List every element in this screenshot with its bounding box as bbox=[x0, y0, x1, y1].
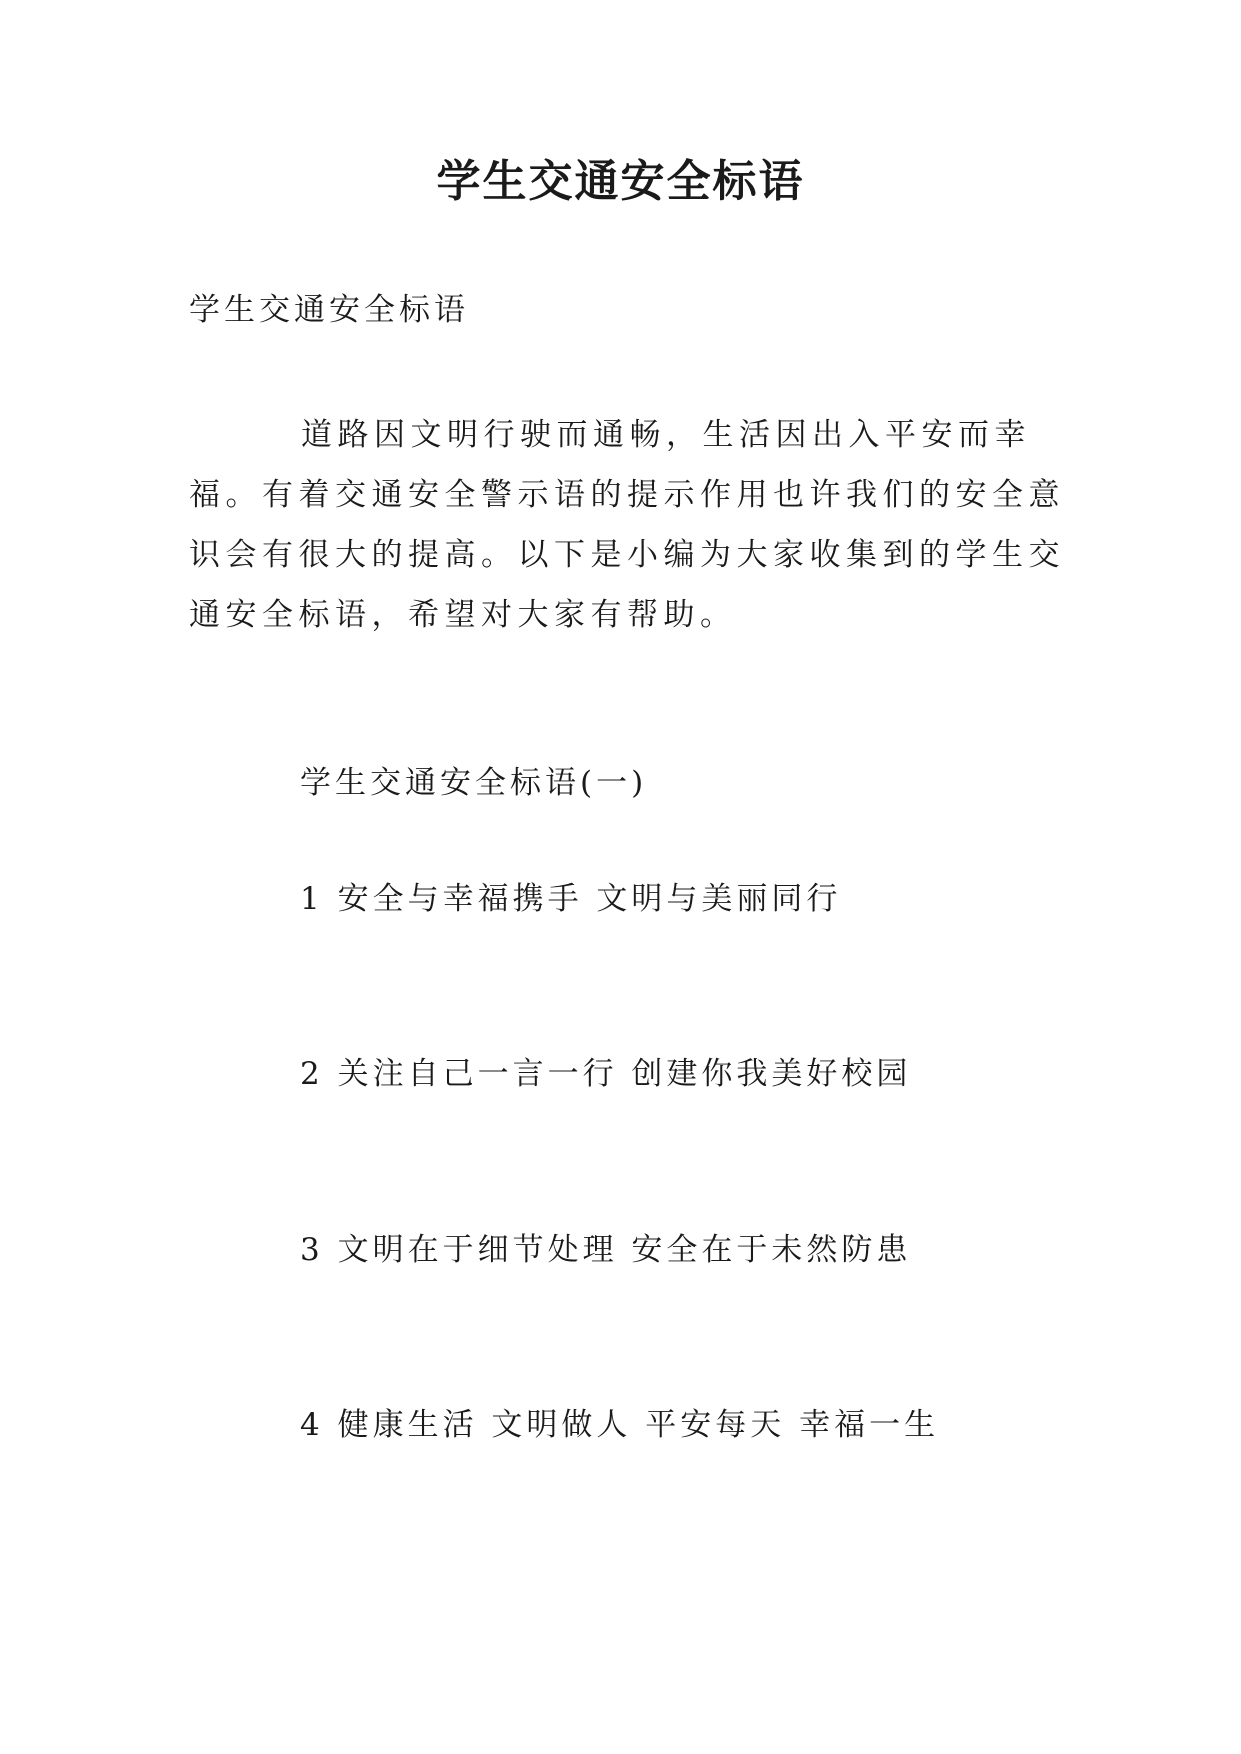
document-title: 学生交通安全标语 bbox=[436, 156, 805, 207]
section-heading: 学生交通安全标语(一) bbox=[300, 765, 648, 801]
slogan-item: 2 关注自己一言一行 创建你我美好校园 bbox=[300, 1056, 912, 1092]
document-subtitle: 学生交通安全标语 bbox=[189, 292, 469, 328]
slogan-item: 4 健康生活 文明做人 平安每天 幸福一生 bbox=[300, 1407, 940, 1443]
slogan-item: 3 文明在于细节处理 安全在于未然防患 bbox=[300, 1232, 912, 1268]
slogan-item: 1 安全与幸福携手 文明与美丽同行 bbox=[300, 881, 842, 917]
intro-paragraph: 道路因文明行驶而通畅，生活因出入平安而幸福。有着交通安全警示语的提示作用也许我们的安全意识会有很大的提高。以下是小编为大家收集到的学生交通安全标语，希望对大家有帮助。 bbox=[189, 417, 1065, 633]
